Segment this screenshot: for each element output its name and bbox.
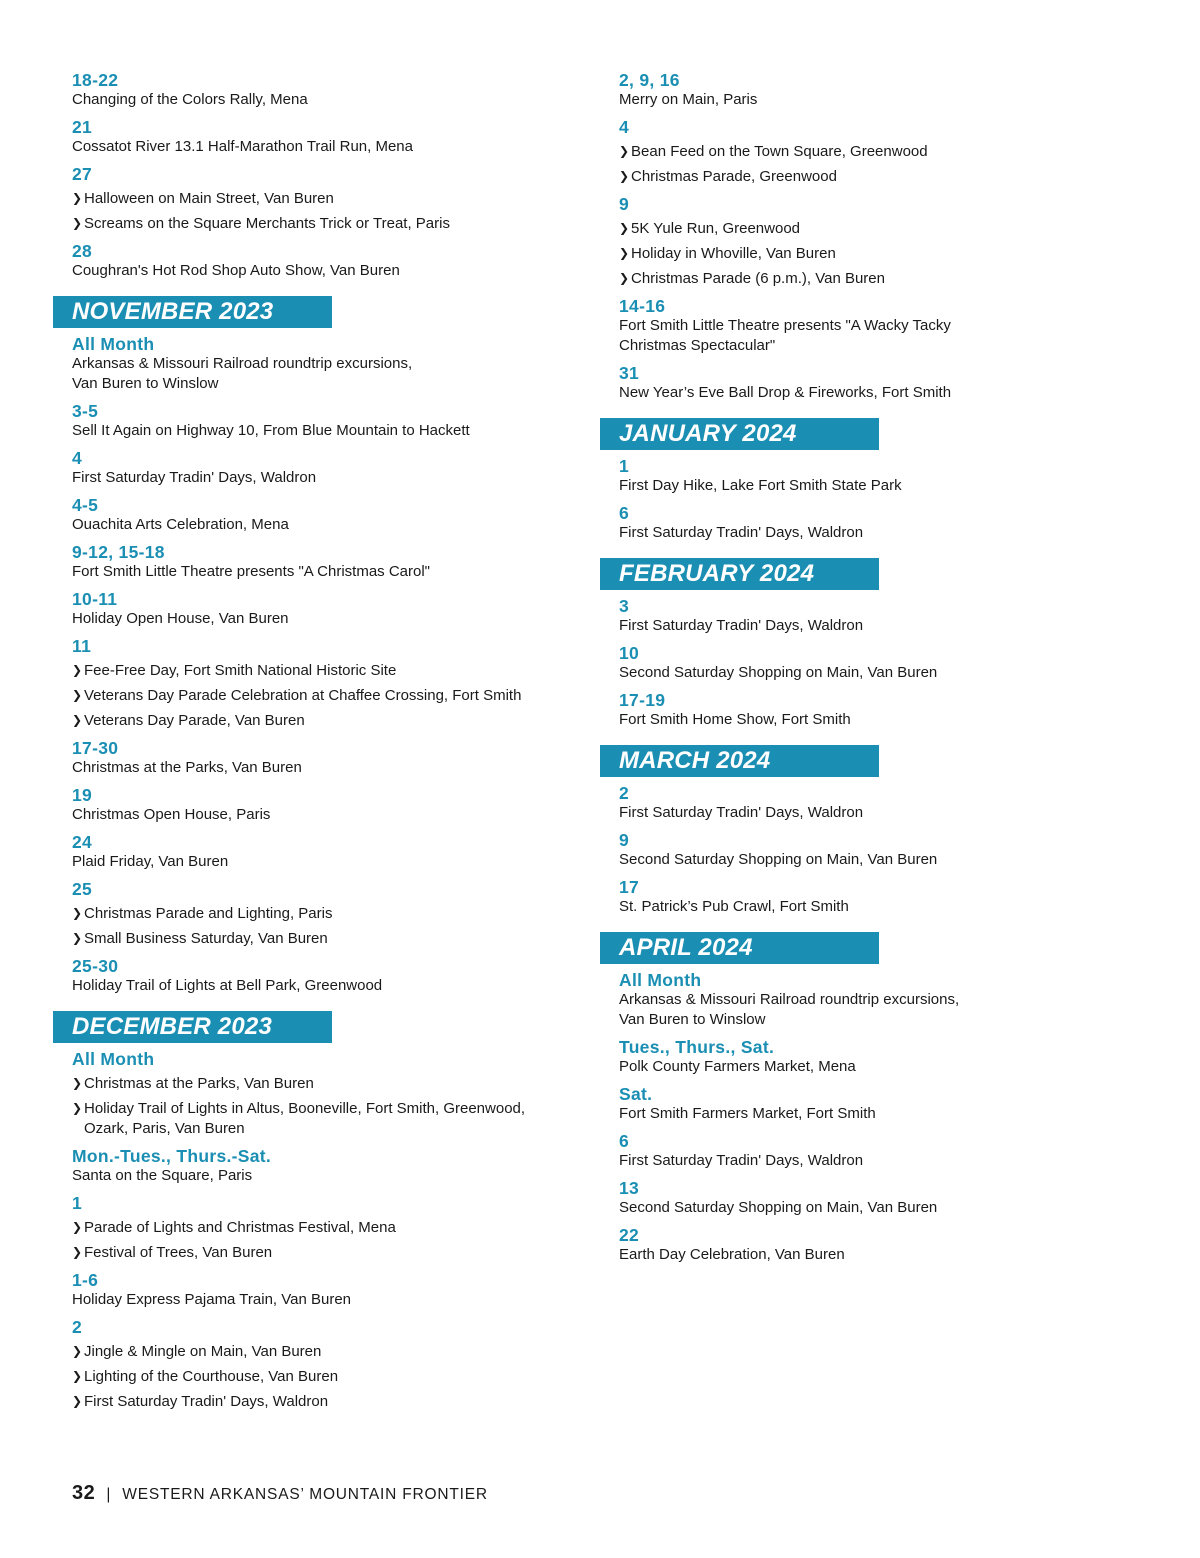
event-bullet-text: Christmas Parade (6 p.m.), Van Buren: [631, 270, 885, 287]
event-bullet-item: [72, 1217, 573, 1238]
event-entry: [600, 643, 1120, 683]
event-description: Christmas Spectacular": [619, 337, 776, 354]
event-description: Arkansas & Missouri Railroad roundtrip excursions,: [619, 991, 960, 1008]
page-number: 32: [72, 1482, 96, 1504]
event-description: Second Saturday Shopping on Main, Van Buren: [619, 1199, 938, 1216]
event-bullet-text: 5K Yule Run, Greenwood: [631, 220, 801, 237]
calendar-section: [600, 932, 1120, 1265]
event-date: 14-16: [619, 296, 666, 316]
event-bullet-item: [619, 268, 1120, 289]
event-description: Fort Smith Farmers Market, Fort Smith: [619, 1105, 876, 1122]
event-description: Fort Smith Home Show, Fort Smith: [619, 711, 851, 728]
event-entry: [600, 877, 1120, 917]
event-entry: [600, 117, 1120, 187]
event-date: 10-11: [72, 589, 118, 609]
event-bullet-item: [72, 1242, 573, 1263]
event-description: First Day Hike, Lake Fort Smith State Park: [619, 477, 902, 494]
event-description: Sell It Again on Highway 10, From Blue Mountain to Hackett: [72, 422, 470, 439]
event-date: 3: [619, 596, 630, 616]
event-bullet-item: [72, 660, 573, 681]
event-entry: [53, 401, 573, 441]
event-bullet-item: [619, 141, 1120, 162]
footer-separator: |: [106, 1486, 112, 1503]
event-date: 6: [619, 1131, 630, 1151]
event-date: 9-12, 15-18: [72, 542, 165, 562]
event-entry: [53, 832, 573, 872]
event-bullet-item: [72, 1098, 573, 1139]
event-list: [600, 70, 1120, 403]
calendar-section: [600, 70, 1120, 403]
event-entry: [53, 334, 573, 394]
chevron-right-icon: ❯: [72, 1394, 83, 1408]
event-date: 3-5: [72, 401, 99, 421]
event-entry: [600, 70, 1120, 110]
event-bullet-item: [619, 166, 1120, 187]
event-date: 4-5: [72, 495, 99, 515]
event-entry: [600, 690, 1120, 730]
month-header: APRIL 2024: [600, 932, 879, 964]
event-bullet-item: [72, 685, 573, 706]
event-bullet-text: Christmas at the Parks, Van Buren: [84, 1075, 314, 1092]
event-bullet-text: Jingle & Mingle on Main, Van Buren: [84, 1343, 322, 1360]
event-bullet-text: Christmas Parade, Greenwood: [631, 168, 837, 185]
event-entry: [53, 164, 573, 234]
calendar-section: [53, 296, 573, 996]
event-bullet-text: Holiday Trail of Lights in Altus, Booneville, Fort Smith, Greenwood, Ozark, Paris, Van Buren: [84, 1100, 526, 1137]
event-list: [53, 1049, 573, 1412]
page-footer: [72, 1481, 488, 1507]
event-bullet-text: Festival of Trees, Van Buren: [84, 1244, 273, 1261]
event-date: 24: [72, 832, 93, 852]
event-bullet-item: [619, 243, 1120, 264]
chevron-right-icon: ❯: [619, 246, 630, 260]
event-bullet-text: Halloween on Main Street, Van Buren: [84, 190, 334, 207]
event-description: Second Saturday Shopping on Main, Van Buren: [619, 851, 938, 868]
event-entry: [53, 495, 573, 535]
event-description: St. Patrick’s Pub Crawl, Fort Smith: [619, 898, 849, 915]
event-date: 6: [619, 503, 630, 523]
left-column: [53, 70, 573, 1412]
chevron-right-icon: ❯: [72, 1220, 83, 1234]
event-entry: [53, 956, 573, 996]
event-entry: [600, 1037, 1120, 1077]
event-description: First Saturday Tradin' Days, Waldron: [619, 524, 864, 541]
event-entry: [600, 503, 1120, 543]
event-date: 21: [72, 117, 93, 137]
event-bullet-item: [72, 1341, 573, 1362]
chevron-right-icon: ❯: [72, 663, 83, 677]
chevron-right-icon: ❯: [619, 169, 630, 183]
event-description: Coughran's Hot Rod Shop Auto Show, Van Buren: [72, 262, 400, 279]
event-description: Holiday Open House, Van Buren: [72, 610, 289, 627]
event-date: 1: [72, 1193, 83, 1213]
event-bullet-item: [72, 1073, 573, 1094]
event-entry: [53, 542, 573, 582]
event-date: 31: [619, 363, 640, 383]
event-bullet-item: [72, 188, 573, 209]
event-entry: [53, 1146, 573, 1186]
event-description: Arkansas & Missouri Railroad roundtrip excursions,: [72, 355, 413, 372]
event-date: All Month: [72, 1049, 155, 1069]
event-entry: [600, 1084, 1120, 1124]
event-date: 28: [72, 241, 93, 261]
event-date: 11: [72, 636, 92, 656]
event-entry: [53, 1049, 573, 1139]
event-bullet-text: Bean Feed on the Town Square, Greenwood: [631, 143, 928, 160]
event-description: Polk County Farmers Market, Mena: [619, 1058, 856, 1075]
month-header: JANUARY 2024: [600, 418, 879, 450]
month-header: DECEMBER 2023: [53, 1011, 332, 1043]
event-entry: [53, 1270, 573, 1310]
event-date: 1: [619, 456, 630, 476]
event-description: Merry on Main, Paris: [619, 91, 758, 108]
event-entry: [53, 1317, 573, 1412]
event-date: 9: [619, 194, 630, 214]
calendar-section: [53, 70, 573, 281]
event-list: [53, 334, 573, 996]
event-description: Van Buren to Winslow: [72, 375, 219, 392]
event-entry: [600, 1131, 1120, 1171]
event-bullet-text: Small Business Saturday, Van Buren: [84, 930, 328, 947]
event-entry: [53, 589, 573, 629]
event-date: 2: [72, 1317, 83, 1337]
event-bullet-item: [72, 1366, 573, 1387]
event-date: 2, 9, 16: [619, 70, 680, 90]
event-date: 27: [72, 164, 93, 184]
event-date: 13: [619, 1178, 640, 1198]
event-bullet-text: Lighting of the Courthouse, Van Buren: [84, 1368, 339, 1385]
event-entry: [600, 970, 1120, 1030]
chevron-right-icon: ❯: [72, 906, 83, 920]
event-date: 18-22: [72, 70, 119, 90]
event-description: Fort Smith Little Theatre presents "A Christmas Carol": [72, 563, 431, 580]
event-date: Mon.-Tues., Thurs.-Sat.: [72, 1146, 272, 1166]
event-date: 17-30: [72, 738, 119, 758]
chevron-right-icon: ❯: [619, 221, 630, 235]
event-bullet-item: [72, 1391, 573, 1412]
calendar-section: [600, 558, 1120, 730]
event-entry: [600, 1225, 1120, 1265]
calendar-section: [600, 418, 1120, 543]
chevron-right-icon: ❯: [619, 144, 630, 158]
event-description: Fort Smith Little Theatre presents "A Wacky Tacky: [619, 317, 951, 334]
event-date: Tues., Thurs., Sat.: [619, 1037, 775, 1057]
event-date: 2: [619, 783, 630, 803]
event-bullet-item: [72, 928, 573, 949]
event-bullet-text: Christmas Parade and Lighting, Paris: [84, 905, 333, 922]
event-date: 17: [619, 877, 640, 897]
event-entry: [53, 636, 573, 731]
event-entry: [600, 363, 1120, 403]
event-description: Earth Day Celebration, Van Buren: [619, 1246, 845, 1263]
event-entry: [53, 879, 573, 949]
event-description: First Saturday Tradin' Days, Waldron: [619, 804, 864, 821]
event-description: Changing of the Colors Rally, Mena: [72, 91, 308, 108]
event-description: First Saturday Tradin' Days, Waldron: [619, 1152, 864, 1169]
event-entry: [53, 448, 573, 488]
event-date: All Month: [72, 334, 155, 354]
event-list: [600, 970, 1120, 1265]
event-bullet-text: Screams on the Square Merchants Trick or Treat, Paris: [84, 215, 450, 232]
chevron-right-icon: ❯: [72, 216, 83, 230]
event-date: 9: [619, 830, 630, 850]
event-entry: [600, 783, 1120, 823]
event-bullet-text: Fee-Free Day, Fort Smith National Historic Site: [84, 662, 397, 679]
event-entry: [600, 1178, 1120, 1218]
event-description: First Saturday Tradin' Days, Waldron: [619, 617, 864, 634]
chevron-right-icon: ❯: [72, 1101, 83, 1115]
chevron-right-icon: ❯: [72, 713, 83, 727]
event-entry: [53, 738, 573, 778]
event-entry: [53, 1193, 573, 1263]
event-list: [53, 70, 573, 281]
event-description: Santa on the Square, Paris: [72, 1167, 253, 1184]
event-entry: [53, 241, 573, 281]
event-bullet-item: [72, 710, 573, 731]
event-description: First Saturday Tradin' Days, Waldron: [72, 469, 317, 486]
event-date: 25-30: [72, 956, 119, 976]
event-bullet-item: [72, 213, 573, 234]
event-list: [600, 456, 1120, 543]
event-description: Christmas Open House, Paris: [72, 806, 271, 823]
right-column: [600, 70, 1120, 1265]
event-date: 4: [619, 117, 630, 137]
event-entry: [600, 296, 1120, 356]
chevron-right-icon: ❯: [72, 931, 83, 945]
chevron-right-icon: ❯: [72, 1369, 83, 1383]
event-entry: [53, 785, 573, 825]
event-date: 19: [72, 785, 93, 805]
month-header: NOVEMBER 2023: [53, 296, 332, 328]
event-bullet-text: Parade of Lights and Christmas Festival, Mena: [84, 1219, 396, 1236]
event-description: Holiday Express Pajama Train, Van Buren: [72, 1291, 352, 1308]
event-description: Cossatot River 13.1 Half-Marathon Trail Run, Mena: [72, 138, 413, 155]
event-description: Ouachita Arts Celebration, Mena: [72, 516, 289, 533]
chevron-right-icon: ❯: [72, 1344, 83, 1358]
event-description: Van Buren to Winslow: [619, 1011, 766, 1028]
event-date: 25: [72, 879, 93, 899]
calendar-section: [600, 745, 1120, 917]
event-description: Christmas at the Parks, Van Buren: [72, 759, 302, 776]
chevron-right-icon: ❯: [72, 1076, 83, 1090]
event-bullet-item: [72, 903, 573, 924]
event-list: [600, 596, 1120, 730]
event-bullet-text: Holiday in Whoville, Van Buren: [631, 245, 836, 262]
event-entry: [600, 194, 1120, 289]
event-description: Holiday Trail of Lights at Bell Park, Greenwood: [72, 977, 383, 994]
event-entry: [600, 596, 1120, 636]
chevron-right-icon: ❯: [72, 688, 83, 702]
month-header: MARCH 2024: [600, 745, 879, 777]
event-date: 4: [72, 448, 83, 468]
event-entry: [600, 456, 1120, 496]
event-description: Second Saturday Shopping on Main, Van Buren: [619, 664, 938, 681]
event-description: Plaid Friday, Van Buren: [72, 853, 229, 870]
event-bullet-text: Veterans Day Parade Celebration at Chaffee Crossing, Fort Smith: [84, 687, 522, 704]
event-date: 1-6: [72, 1270, 99, 1290]
chevron-right-icon: ❯: [619, 271, 630, 285]
event-bullet-text: Veterans Day Parade, Van Buren: [84, 712, 305, 729]
chevron-right-icon: ❯: [72, 191, 83, 205]
event-entry: [600, 830, 1120, 870]
publication-title: WESTERN ARKANSAS’ MOUNTAIN FRONTIER: [122, 1486, 488, 1503]
month-header: FEBRUARY 2024: [600, 558, 879, 590]
event-date: All Month: [619, 970, 702, 990]
event-date: 22: [619, 1225, 640, 1245]
calendar-section: [53, 1011, 573, 1412]
event-entry: [53, 117, 573, 157]
event-bullet-text: First Saturday Tradin' Days, Waldron: [84, 1393, 329, 1410]
event-description: New Year’s Eve Ball Drop & Fireworks, Fort Smith: [619, 384, 952, 401]
event-bullet-item: [619, 218, 1120, 239]
event-date: 17-19: [619, 690, 666, 710]
event-entry: [53, 70, 573, 110]
event-list: [600, 783, 1120, 917]
chevron-right-icon: ❯: [72, 1245, 83, 1259]
event-date: 10: [619, 643, 640, 663]
event-date: Sat.: [619, 1084, 653, 1104]
